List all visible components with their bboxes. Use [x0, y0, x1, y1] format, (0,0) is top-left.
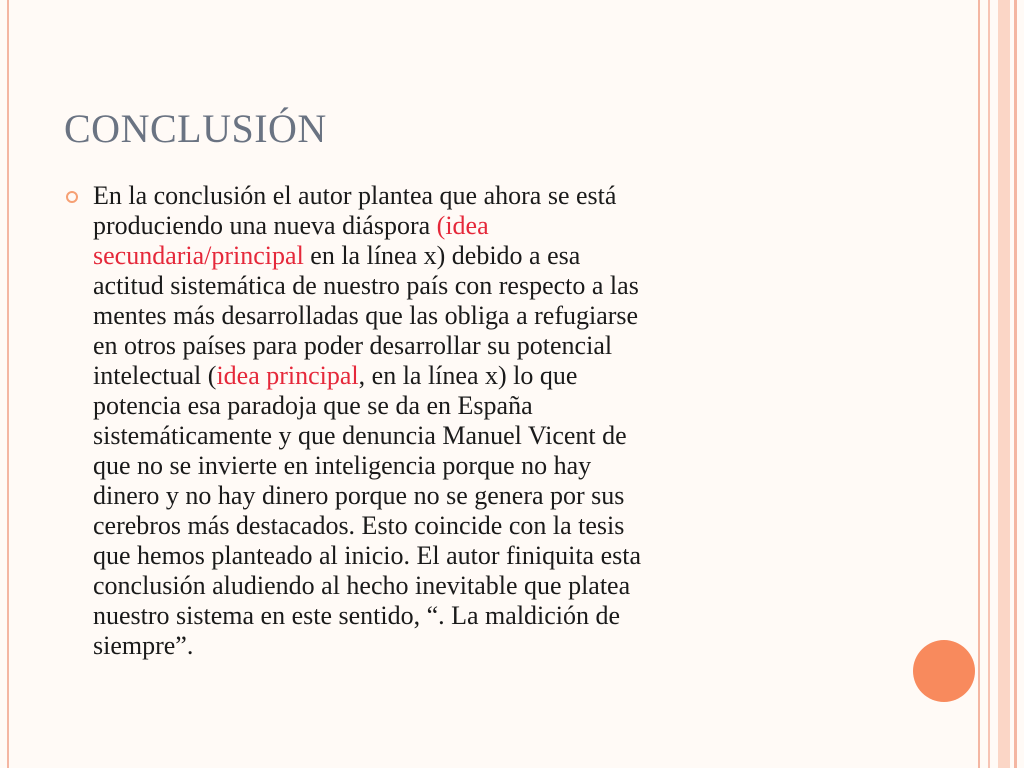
right-border-line: [978, 0, 980, 768]
left-border-line: [7, 0, 9, 768]
paragraph-text: , en la línea x) lo que potencia esa paradoja que se da en España sistemáticamente y que denuncia Manuel Vicent de que no se invierte en inteligencia porque no hay dinero y no hay dinero porque no se genera por sus cerebros más destacados. Esto coincide con la tesis que hemos planteado al inicio. El autor finiquita esta conclusión aludiendo al hecho inevitable que platea nuestro sistema en este sentido, “. La maldición de siempre”.: [93, 361, 642, 660]
highlighted-term: idea principal: [216, 361, 359, 390]
paragraph-text: en la línea x) debido a esa actitud sistemática de nuestro país con respecto a las mentes más desarrolladas que las obliga a refugiarse en otros países para poder desarrollar su potencial intelectual (: [93, 241, 639, 390]
right-border-line: [988, 0, 990, 768]
decorative-circle: [913, 640, 975, 702]
bullet-circle-icon: [66, 191, 78, 203]
conclusion-paragraph: [93, 181, 873, 661]
right-border-line: [1014, 0, 1017, 768]
right-border-strip: [998, 0, 1010, 768]
paragraph-text: En la conclusión el autor plantea que ahora se está produciendo una nueva diáspora: [93, 181, 617, 240]
highlighted-term: (idea secundaria/principal: [93, 211, 489, 270]
slide-title: CONCLUSIÓN: [64, 106, 327, 151]
